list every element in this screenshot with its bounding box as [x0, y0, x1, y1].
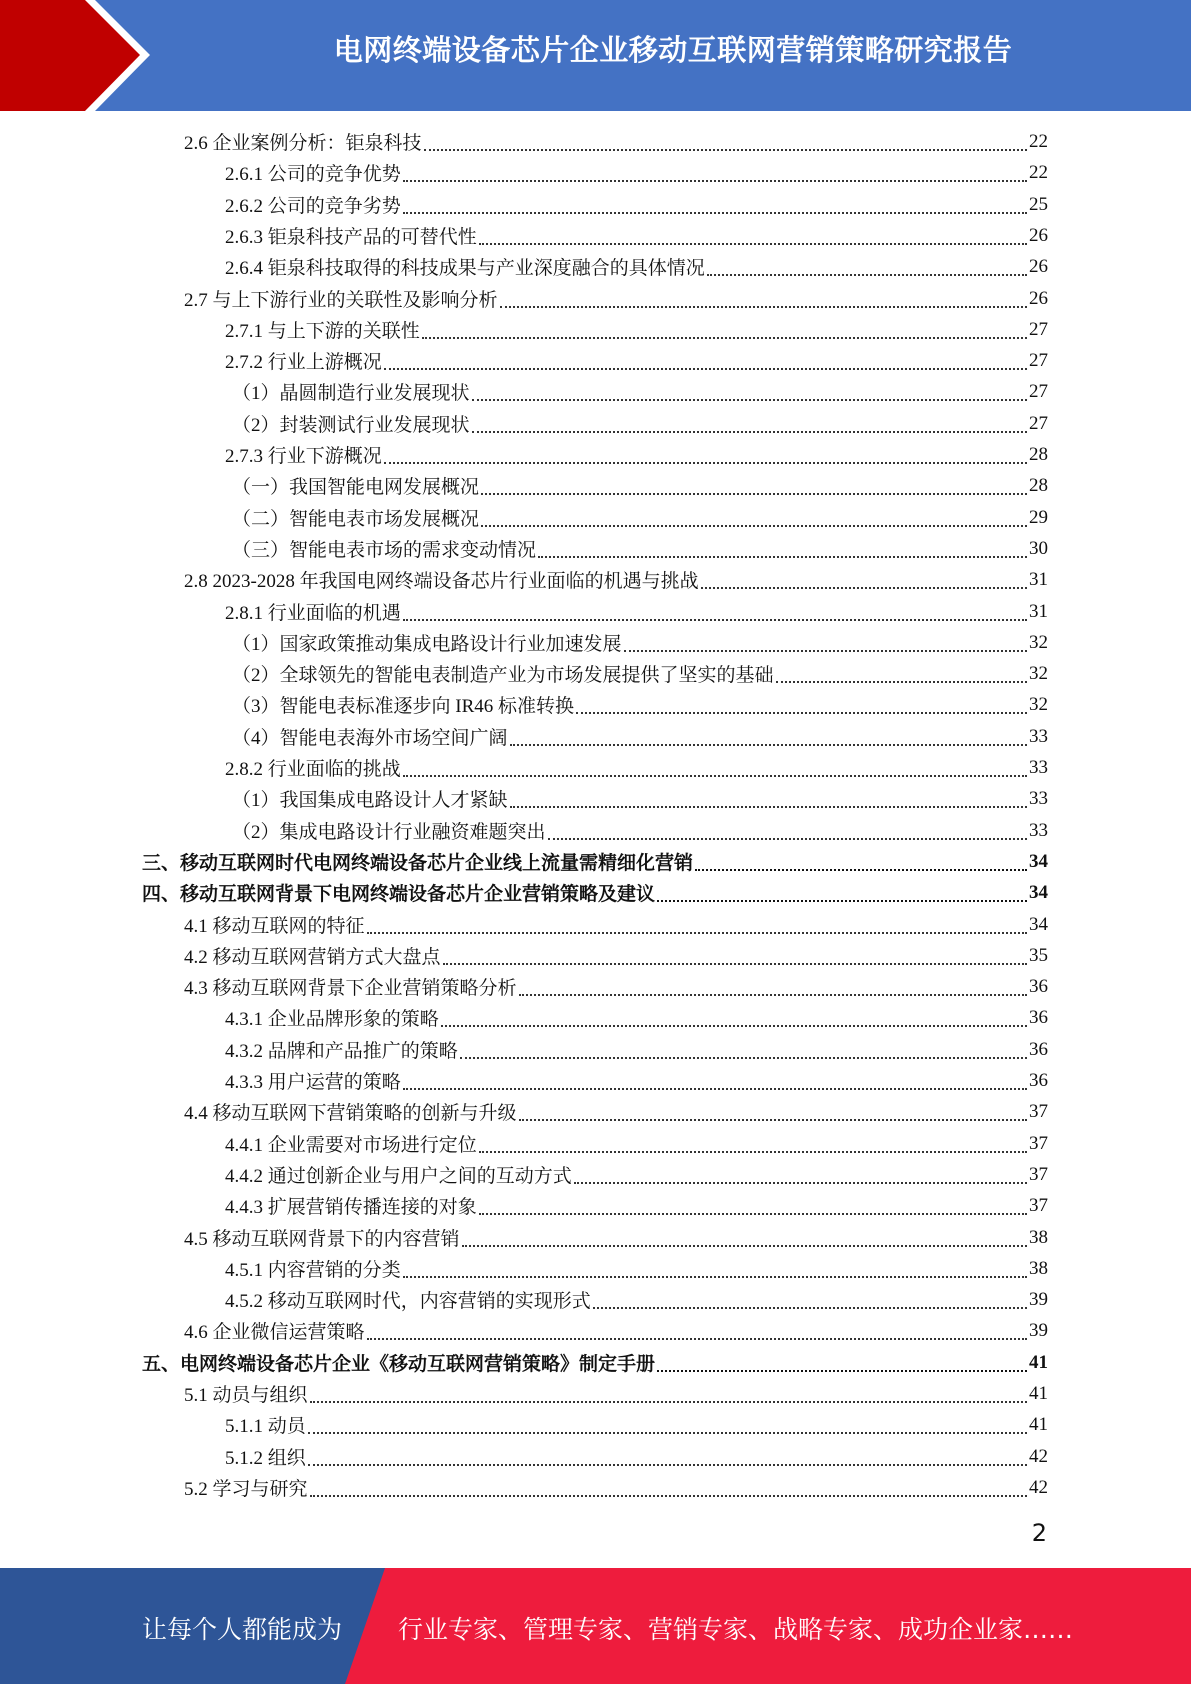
toc-entry-page: 38 — [1029, 1257, 1048, 1279]
toc-dot-leader — [403, 1274, 1027, 1278]
toc-entry-page: 36 — [1029, 1069, 1048, 1091]
toc-entry-title: 2.8.2 行业面临的挑战 — [225, 759, 401, 780]
toc-dot-leader — [593, 1305, 1027, 1309]
toc-entry[interactable] — [225, 1128, 1048, 1159]
toc-dot-leader — [384, 366, 1027, 370]
toc-entry-page: 32 — [1029, 662, 1048, 684]
toc-entry-title: 4.4.3 扩展营销传播连接的对象 — [225, 1197, 477, 1218]
toc-entry[interactable] — [142, 846, 1048, 877]
toc-dot-leader — [424, 147, 1027, 151]
toc-dot-leader — [403, 773, 1027, 777]
toc-entry-title: 4.3.2 品牌和产品推广的策略 — [225, 1041, 458, 1062]
toc-entry-page: 28 — [1029, 443, 1048, 465]
toc-entry-title: 五、电网终端设备芯片企业《移动互联网营销策略》制定手册 — [142, 1354, 656, 1375]
toc-entry[interactable] — [225, 1159, 1048, 1190]
toc-entry-title: 5.1.1 动员 — [225, 1416, 306, 1437]
toc-entry[interactable] — [184, 909, 1048, 940]
toc-entry-title: 2.6.4 钜泉科技取得的科技成果与产业深度融合的具体情况 — [225, 258, 705, 279]
toc-entry-title: 4.5 移动互联网背景下的内容营销 — [184, 1229, 460, 1250]
toc-entry-page: 37 — [1029, 1194, 1048, 1216]
toc-entry-title: 四、移动互联网背景下电网终端设备芯片企业营销策略及建议 — [142, 884, 656, 905]
header-chevron-arrow — [0, 0, 140, 111]
toc-entry[interactable] — [225, 1409, 1048, 1440]
toc-entry-title: 2.6.1 公司的竞争优势 — [225, 164, 401, 185]
toc-entry-title: 2.7.1 与上下游的关联性 — [225, 321, 420, 342]
toc-entry-page: 38 — [1029, 1226, 1048, 1248]
toc-entry[interactable] — [225, 1253, 1048, 1284]
toc-entry[interactable] — [184, 1096, 1048, 1127]
toc-entry[interactable] — [184, 1315, 1048, 1346]
toc-entry[interactable] — [232, 627, 1048, 658]
toc-entry[interactable] — [225, 220, 1048, 251]
toc-dot-leader — [403, 1086, 1027, 1090]
toc-dot-leader — [500, 304, 1027, 308]
toc-entry-title: 2.6.2 公司的竞争劣势 — [225, 196, 401, 217]
toc-dot-leader — [510, 804, 1027, 808]
toc-entry-title: 2.7.2 行业上游概况 — [225, 352, 382, 373]
toc-dot-leader — [384, 460, 1027, 464]
toc-entry-page: 27 — [1029, 349, 1048, 371]
toc-dot-leader — [367, 930, 1027, 934]
toc-entry-page: 36 — [1029, 1006, 1048, 1028]
toc-dot-leader — [574, 1180, 1027, 1184]
toc-dot-leader — [548, 836, 1027, 840]
toc-dot-leader — [472, 429, 1027, 433]
toc-entry-title: （一）我国智能电网发展概况 — [232, 477, 480, 498]
toc-entry-page: 32 — [1029, 631, 1048, 653]
toc-dot-leader — [310, 1493, 1027, 1497]
toc-entry-title: 4.3.3 用户运营的策略 — [225, 1072, 401, 1093]
toc-entry[interactable] — [225, 439, 1048, 470]
toc-entry-page: 27 — [1029, 318, 1048, 340]
toc-entry-page: 37 — [1029, 1100, 1048, 1122]
toc-entry-page: 39 — [1029, 1288, 1048, 1310]
toc-dot-leader — [460, 1055, 1027, 1059]
toc-entry-title: 5.2 学习与研究 — [184, 1479, 308, 1500]
toc-entry[interactable] — [225, 1190, 1048, 1221]
toc-entry-page: 27 — [1029, 380, 1048, 402]
toc-entry-page: 41 — [1029, 1351, 1048, 1373]
toc-entry-page: 28 — [1029, 474, 1048, 496]
toc-entry[interactable] — [184, 940, 1048, 971]
toc-dot-leader — [701, 585, 1027, 589]
toc-entry[interactable] — [232, 502, 1048, 533]
toc-entry-title: 4.3 移动互联网背景下企业营销策略分析 — [184, 978, 517, 999]
toc-entry-title: 5.1 动员与组织 — [184, 1385, 308, 1406]
toc-entry-page: 42 — [1029, 1476, 1048, 1498]
toc-entry-title: （二）智能电表市场发展概况 — [232, 509, 480, 530]
toc-entry-title: 2.6.3 钜泉科技产品的可替代性 — [225, 227, 477, 248]
toc-entry-page: 33 — [1029, 756, 1048, 778]
toc-entry-page: 41 — [1029, 1413, 1048, 1435]
toc-dot-leader — [519, 992, 1027, 996]
toc-entry-title: 2.7 与上下游行业的关联性及影响分析 — [184, 290, 498, 311]
toc-dot-leader — [308, 1462, 1027, 1466]
toc-entry-page: 34 — [1029, 850, 1048, 872]
toc-entry-title: 5.1.2 组织 — [225, 1448, 306, 1469]
toc-dot-leader — [479, 1149, 1027, 1153]
toc-entry-title: （2）全球领先的智能电表制造产业为市场发展提供了坚实的基础 — [232, 665, 774, 686]
toc-entry[interactable] — [142, 877, 1048, 908]
toc-entry-page: 34 — [1029, 881, 1048, 903]
toc-entry-page: 39 — [1029, 1319, 1048, 1341]
toc-entry[interactable] — [225, 251, 1048, 282]
toc-dot-leader — [776, 679, 1027, 683]
toc-entry[interactable] — [184, 1472, 1048, 1503]
toc-entry-title: 4.4.1 企业需要对市场进行定位 — [225, 1135, 477, 1156]
toc-entry-page: 31 — [1029, 568, 1048, 590]
toc-entry[interactable] — [225, 596, 1048, 627]
toc-dot-leader — [657, 898, 1027, 902]
toc-entry-page: 34 — [1029, 913, 1048, 935]
toc-entry[interactable] — [184, 564, 1048, 595]
report-title: 电网终端设备芯片企业移动互联网营销策略研究报告 — [333, 33, 1013, 67]
footer-slogan-right: 行业专家、管理专家、营销专家、战略专家、成功企业家…… — [398, 1615, 1074, 1644]
toc-entry[interactable] — [225, 345, 1048, 376]
toc-entry-title: （2）集成电路设计行业融资难题突出 — [232, 822, 546, 843]
page-number: 2 — [1031, 1519, 1047, 1547]
toc-entry-title: 2.8 2023-2028 年我国电网终端设备芯片行业面临的机遇与挑战 — [184, 571, 699, 592]
toc-entry-title: 2.7.3 行业下游概况 — [225, 446, 382, 467]
toc-dot-leader — [657, 1368, 1027, 1372]
toc-entry[interactable] — [225, 314, 1048, 345]
toc-entry[interactable] — [232, 376, 1048, 407]
toc-entry[interactable] — [225, 1002, 1048, 1033]
toc-entry-page: 25 — [1029, 193, 1048, 215]
toc-entry[interactable] — [232, 815, 1048, 846]
toc-entry-page: 26 — [1029, 287, 1048, 309]
toc-dot-leader — [481, 523, 1027, 527]
toc-entry[interactable] — [184, 283, 1048, 314]
toc-dot-leader — [422, 335, 1027, 339]
toc-entry-title: 4.5.1 内容营销的分类 — [225, 1260, 401, 1281]
toc-entry-page: 27 — [1029, 412, 1048, 434]
page-header — [0, 0, 1191, 111]
toc-dot-leader — [462, 1243, 1027, 1247]
toc-entry-title: 4.4 移动互联网下营销策略的创新与升级 — [184, 1103, 517, 1124]
toc-entry-page: 26 — [1029, 255, 1048, 277]
toc-dot-leader — [310, 1399, 1027, 1403]
toc-dot-leader — [403, 210, 1027, 214]
toc-entry-title: 4.4.2 通过创新企业与用户之间的互动方式 — [225, 1166, 572, 1187]
toc-dot-leader — [403, 178, 1027, 182]
toc-dot-leader — [624, 648, 1027, 652]
toc-entry-page: 30 — [1029, 537, 1048, 559]
toc-entry[interactable] — [232, 470, 1048, 501]
toc-dot-leader — [707, 272, 1027, 276]
toc-entry-title: 4.3.1 企业品牌形象的策略 — [225, 1009, 439, 1030]
toc-entry-page: 33 — [1029, 787, 1048, 809]
toc-entry[interactable] — [225, 1034, 1048, 1065]
toc-entry[interactable] — [225, 1065, 1048, 1096]
toc-entry[interactable] — [142, 1347, 1048, 1378]
toc-entry-title: 2.8.1 行业面临的机遇 — [225, 603, 401, 624]
toc-dot-leader — [441, 1023, 1027, 1027]
toc-dot-leader — [695, 867, 1027, 871]
toc-entry-title: （1）晶圆制造行业发展现状 — [232, 383, 470, 404]
toc-entry-page: 41 — [1029, 1382, 1048, 1404]
toc-entry-page: 29 — [1029, 506, 1048, 528]
toc-entry-title: 4.6 企业微信运营策略 — [184, 1322, 365, 1343]
toc-entry[interactable] — [232, 689, 1048, 720]
toc-entry-title: （三）智能电表市场的需求变动情况 — [232, 540, 537, 561]
toc-entry-title: （1）我国集成电路设计人才紧缺 — [232, 790, 508, 811]
toc-entry-page: 33 — [1029, 819, 1048, 841]
toc-entry-title: （2）封装测试行业发展现状 — [232, 415, 470, 436]
toc-entry-page: 37 — [1029, 1132, 1048, 1154]
toc-entry[interactable] — [225, 752, 1048, 783]
toc-dot-leader — [479, 1211, 1027, 1215]
toc-entry[interactable] — [184, 1222, 1048, 1253]
toc-entry[interactable] — [184, 1378, 1048, 1409]
toc-entry[interactable] — [184, 126, 1048, 157]
toc-dot-leader — [443, 961, 1027, 965]
toc-entry-title: （3）智能电表标准逐步向 IR46 标准转换 — [232, 696, 575, 717]
toc-entry[interactable] — [232, 658, 1048, 689]
toc-entry-title: 三、移动互联网时代电网终端设备芯片企业线上流量需精细化营销 — [142, 853, 694, 874]
toc-dot-leader — [519, 1117, 1027, 1121]
toc-entry-page: 42 — [1029, 1445, 1048, 1467]
toc-entry[interactable] — [232, 533, 1048, 564]
toc-dot-leader — [367, 1336, 1027, 1340]
toc-dot-leader — [472, 397, 1027, 401]
toc-dot-leader — [481, 491, 1027, 495]
toc-entry-page: 33 — [1029, 725, 1048, 747]
toc-entry-page: 22 — [1029, 161, 1048, 183]
toc-dot-leader — [479, 241, 1027, 245]
page-footer — [0, 1568, 1191, 1684]
toc-entry-page: 37 — [1029, 1163, 1048, 1185]
toc-entry-page: 36 — [1029, 1038, 1048, 1060]
toc-entry[interactable] — [232, 721, 1048, 752]
toc-entry[interactable] — [225, 189, 1048, 220]
toc-dot-leader — [308, 1430, 1027, 1434]
toc-entry-page: 26 — [1029, 224, 1048, 246]
toc-entry-page: 36 — [1029, 975, 1048, 997]
toc-entry-title: 4.2 移动互联网营销方式大盘点 — [184, 947, 441, 968]
toc-entry[interactable] — [232, 408, 1048, 439]
toc-entry[interactable] — [225, 1284, 1048, 1315]
toc-dot-leader — [538, 554, 1027, 558]
toc-entry-title: （1）国家政策推动集成电路设计行业加速发展 — [232, 634, 622, 655]
toc-dot-leader — [403, 617, 1027, 621]
toc-dot-leader — [576, 710, 1027, 714]
toc-entry-title: 4.1 移动互联网的特征 — [184, 916, 365, 937]
toc-entry[interactable] — [225, 1441, 1048, 1472]
toc-entry-page: 31 — [1029, 600, 1048, 622]
toc-entry-page: 32 — [1029, 693, 1048, 715]
toc-entry[interactable] — [225, 157, 1048, 188]
toc-entry-title: 2.6 企业案例分析：钜泉科技 — [184, 133, 422, 154]
toc-entry[interactable] — [184, 971, 1048, 1002]
footer-slogan-left: 让每个人都能成为 — [142, 1615, 343, 1644]
toc-entry-title: （4）智能电表海外市场空间广阔 — [232, 728, 508, 749]
toc-entry-page: 22 — [1029, 130, 1048, 152]
toc-entry-title: 4.5.2 移动互联网时代，内容营销的实现形式 — [225, 1291, 591, 1312]
toc-dot-leader — [510, 742, 1027, 746]
toc-entry-page: 35 — [1029, 944, 1048, 966]
toc-entry[interactable] — [232, 783, 1048, 814]
